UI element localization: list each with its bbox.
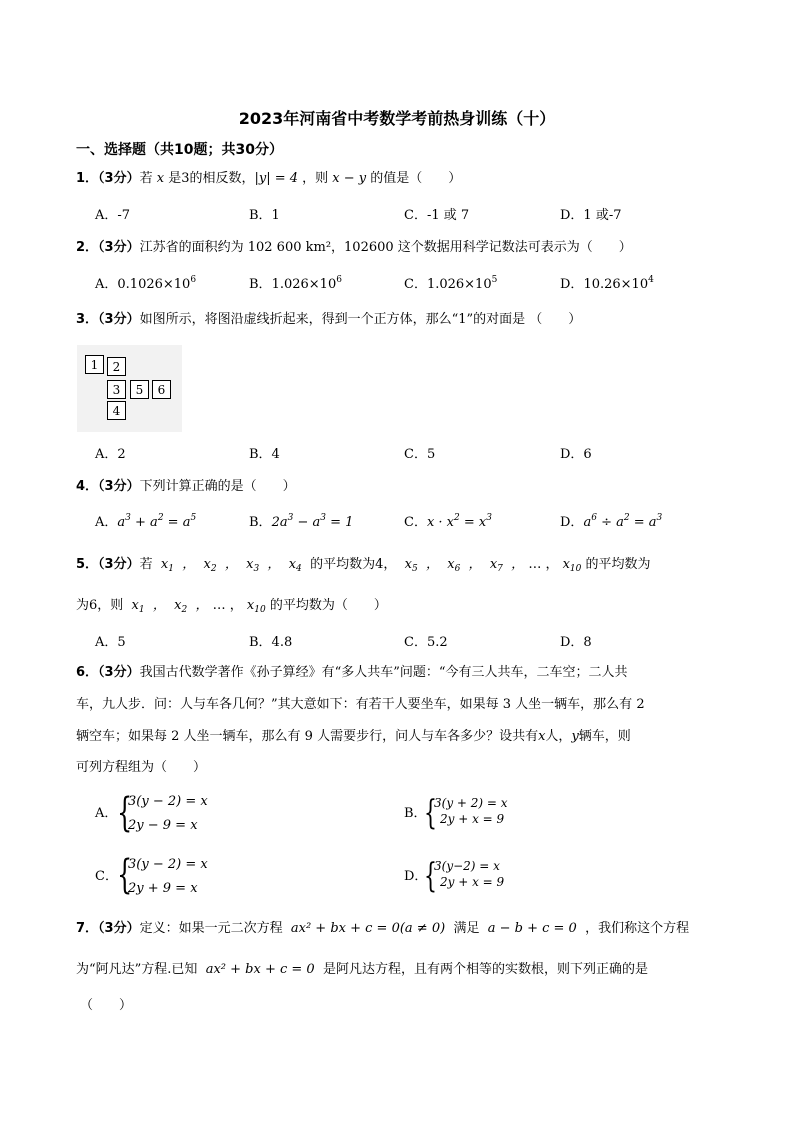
q6-option-c-eq2: 2y + 9 = x bbox=[128, 881, 198, 896]
q2-option-b bbox=[249, 275, 342, 292]
question-7 bbox=[76, 922, 689, 936]
q2-option-c bbox=[404, 275, 498, 292]
net-cell-3: 3 bbox=[107, 380, 126, 399]
q2-b-label: B． bbox=[249, 277, 272, 292]
q6-option-d-eq1: 3(y−2) = x bbox=[434, 859, 500, 873]
q6-line2: 车，九人步．问：人与车各几何？”其大意如下：有若干人要坐车，如果每 3 人坐一辆车，那么有 2 bbox=[76, 697, 645, 712]
q6-option-a-eq1: 3(y − 2) = x bbox=[128, 794, 208, 809]
net-cell-4: 4 bbox=[107, 401, 126, 420]
q6-option-c-brace: { bbox=[117, 852, 133, 898]
q1-option-b: B．1 bbox=[249, 208, 280, 223]
q3-option-d: D．6 bbox=[560, 447, 592, 462]
q6-line3-x: x bbox=[538, 729, 546, 744]
q6-option-a-eq2: 2y − 9 = x bbox=[128, 818, 198, 833]
q4-option-b bbox=[249, 513, 354, 530]
q1-expr: x − y bbox=[332, 171, 367, 186]
q2-c-base: 1.026×10 bbox=[426, 277, 492, 292]
q1-option-d: D．1 或-7 bbox=[560, 208, 622, 223]
q6-option-b-label: B． bbox=[404, 806, 427, 821]
q6-option-b-brace: { bbox=[424, 793, 437, 833]
q5-option-b: B．4.8 bbox=[249, 635, 293, 650]
question-7-line-2 bbox=[76, 963, 648, 977]
q1-option-a: A．-7 bbox=[95, 208, 131, 223]
q7-eq2: ax² + bx + c = 0 bbox=[205, 962, 315, 977]
q4-a-expr: $a^3 + a^2 = a^5$ bbox=[117, 513, 197, 530]
q2-option-d bbox=[560, 275, 654, 292]
q4-option-d bbox=[560, 513, 663, 530]
q2-text: 江苏省的面积约为 102 600 km²，102600 这个数据用科学记数法可表示为（ ） bbox=[139, 240, 632, 255]
q5-vars-2: $x_5$ ， $x_6$ ， $x_7$ ， bbox=[400, 557, 525, 574]
q5-dots-1: … bbox=[528, 557, 542, 572]
cube-net-figure bbox=[77, 345, 182, 432]
q2-b-exp: 6 bbox=[336, 275, 342, 285]
q2-d-base: 10.26×10 bbox=[583, 277, 649, 292]
q7-text-c: ，我们称这个方程 bbox=[585, 921, 690, 936]
q2-a-label: A． bbox=[95, 277, 118, 292]
q6-option-a-label: A． bbox=[95, 806, 118, 821]
q4-d-expr: $a^6 \div a^2 = a^3$ bbox=[583, 513, 663, 530]
q3-text: 如图所示，将图沿虚线折起来，得到一个正方体，那么“1”的对面是 （ ） bbox=[139, 312, 582, 327]
net-cell-2: 2 bbox=[107, 357, 126, 376]
q4-option-c bbox=[404, 513, 492, 530]
q6-option-a-brace: { bbox=[117, 790, 133, 836]
q1-text-b: 是3的相反数， bbox=[164, 171, 255, 186]
q7-line3: （ ） bbox=[80, 998, 133, 1013]
q6-line3-wrap bbox=[76, 730, 631, 744]
q5-option-d: D．8 bbox=[560, 635, 592, 650]
q2-c-exp: 5 bbox=[491, 275, 498, 285]
q6-line3: 辆空车；如果每 2 人坐一辆车，那么有 9 人需要步行，问人与车各多少？设共有 bbox=[76, 729, 539, 744]
question-2 bbox=[76, 241, 632, 255]
question-3 bbox=[76, 313, 581, 327]
q4-d-label: D． bbox=[560, 515, 584, 530]
q4-option-a bbox=[95, 513, 197, 530]
q7-cond: a − b + c = 0 bbox=[487, 921, 577, 936]
q5-text-c: 的平均数为 bbox=[585, 557, 651, 572]
q4-b-expr: $2a^3 - a^3 = 1$ bbox=[271, 513, 354, 530]
q2-d-exp: 4 bbox=[648, 275, 654, 285]
q6-line3-y: y bbox=[571, 729, 579, 744]
q6-option-d-brace: { bbox=[424, 856, 437, 896]
question-3-number: 3．（3分） bbox=[76, 312, 140, 327]
q4-b-label: B． bbox=[249, 515, 272, 530]
q5-dots-2: … bbox=[212, 598, 226, 613]
question-6 bbox=[76, 666, 628, 680]
question-5-number: 5．（3分） bbox=[76, 557, 140, 572]
q1-option-c: C．-1 或 7 bbox=[404, 208, 470, 223]
q3-option-b: B．4 bbox=[249, 447, 280, 462]
q5-line2-a: 为6，则 bbox=[76, 598, 124, 613]
page-title: 2023年河南省中考数学考前热身训练（十） bbox=[238, 109, 556, 128]
q7-line2-a: 为“阿凡达”方程.已知 bbox=[76, 962, 198, 977]
q6-line3-c: 辆车，则 bbox=[578, 729, 631, 744]
question-2-number: 2．（3分） bbox=[76, 240, 140, 255]
question-4-number: 4．（3分） bbox=[76, 479, 140, 494]
q6-line4: 可列方程组为（ ） bbox=[76, 760, 207, 775]
question-1-number: 1．（3分） bbox=[76, 171, 140, 186]
q4-text: 下列计算正确的是（ ） bbox=[139, 479, 296, 494]
q7-line2-b: 是阿凡达方程，且有两个相等的实数根，则下列正确的是 bbox=[322, 962, 648, 977]
q1-text-c: ，则 bbox=[298, 171, 333, 186]
question-5: 5．（3分）若 $x_1$ ， $x_2$ ， $x_3$ ， $x_4$ 的平均数为4， $x_5$ ， $x_6$ ， $x_7$ ， … ， $x_{10}$ 的平均数为 bbox=[76, 557, 651, 574]
q2-a-base: 0.1026×10 bbox=[117, 277, 191, 292]
q2-d-label: D． bbox=[560, 277, 584, 292]
q5-var-10: $x_{10}$ bbox=[562, 557, 582, 574]
q5-var-10b: $x_{10}$ bbox=[246, 598, 266, 615]
q1-abs-y: |y| = 4 bbox=[254, 171, 299, 186]
q2-c-label: C． bbox=[404, 277, 427, 292]
q5-option-a: A．5 bbox=[95, 635, 126, 650]
q7-text-b: 满足 bbox=[453, 921, 480, 936]
q3-option-a: A．2 bbox=[95, 447, 126, 462]
q5-line2-b: 的平均数为（ ） bbox=[269, 598, 387, 613]
q7-text-a: 定义：如果一元二次方程 bbox=[139, 921, 283, 936]
q1-text-d: 的值是（ ） bbox=[366, 171, 462, 186]
q2-a-exp: 6 bbox=[190, 275, 197, 285]
q6-line1: 我国古代数学著作《孙子算经》有“多人共车”问题：“今有三人共车，二车空；二人共 bbox=[139, 665, 628, 680]
q5-text-b: 的平均数为4， bbox=[310, 557, 397, 572]
q4-c-expr: $x \cdot x^2 = x^3$ bbox=[426, 513, 492, 530]
q6-option-c-label: C． bbox=[95, 869, 118, 884]
net-cell-1: 1 bbox=[85, 355, 104, 374]
q6-line3-b: 人， bbox=[545, 729, 572, 744]
q1-x: x bbox=[156, 171, 165, 186]
q3-option-c: C．5 bbox=[404, 447, 436, 462]
q2-option-a bbox=[95, 275, 197, 292]
q6-option-b-eq1: 3(y + 2) = x bbox=[434, 796, 508, 810]
q4-a-label: A． bbox=[95, 515, 118, 530]
question-5-line-2: 为6，则 $x_1$ ， $x_2$ ， … ， $x_{10}$ 的平均数为（ ） bbox=[76, 598, 387, 615]
q5-vars-3: $x_1$ ， $x_2$ ， bbox=[127, 598, 209, 615]
net-cell-5: 5 bbox=[130, 380, 149, 399]
question-6-number: 6．（3分） bbox=[76, 665, 140, 680]
net-cell-6: 6 bbox=[152, 380, 171, 399]
q5-vars-1: $x_1$ ， $x_2$ ， $x_3$ ， $x_4$ bbox=[156, 557, 302, 574]
question-7-number: 7．（3分） bbox=[76, 921, 140, 936]
section-heading: 一、选择题（共10题；共30分） bbox=[76, 142, 283, 158]
q2-b-base: 1.026×10 bbox=[271, 277, 337, 292]
q6-option-c-eq1: 3(y − 2) = x bbox=[128, 857, 208, 872]
q1-text-a: 若 bbox=[139, 171, 157, 186]
q5-option-c: C．5.2 bbox=[404, 635, 448, 650]
question-1 bbox=[76, 172, 461, 186]
q6-option-d-label: D． bbox=[404, 869, 428, 884]
q6-option-b-eq2: 2y + x = 9 bbox=[440, 812, 505, 826]
q4-c-label: C． bbox=[404, 515, 427, 530]
q6-option-d-eq2: 2y + x = 9 bbox=[440, 875, 505, 889]
q7-eq: ax² + bx + c = 0(a ≠ 0) bbox=[290, 921, 446, 936]
question-4 bbox=[76, 480, 296, 494]
q5-text-a: 若 bbox=[139, 557, 153, 572]
